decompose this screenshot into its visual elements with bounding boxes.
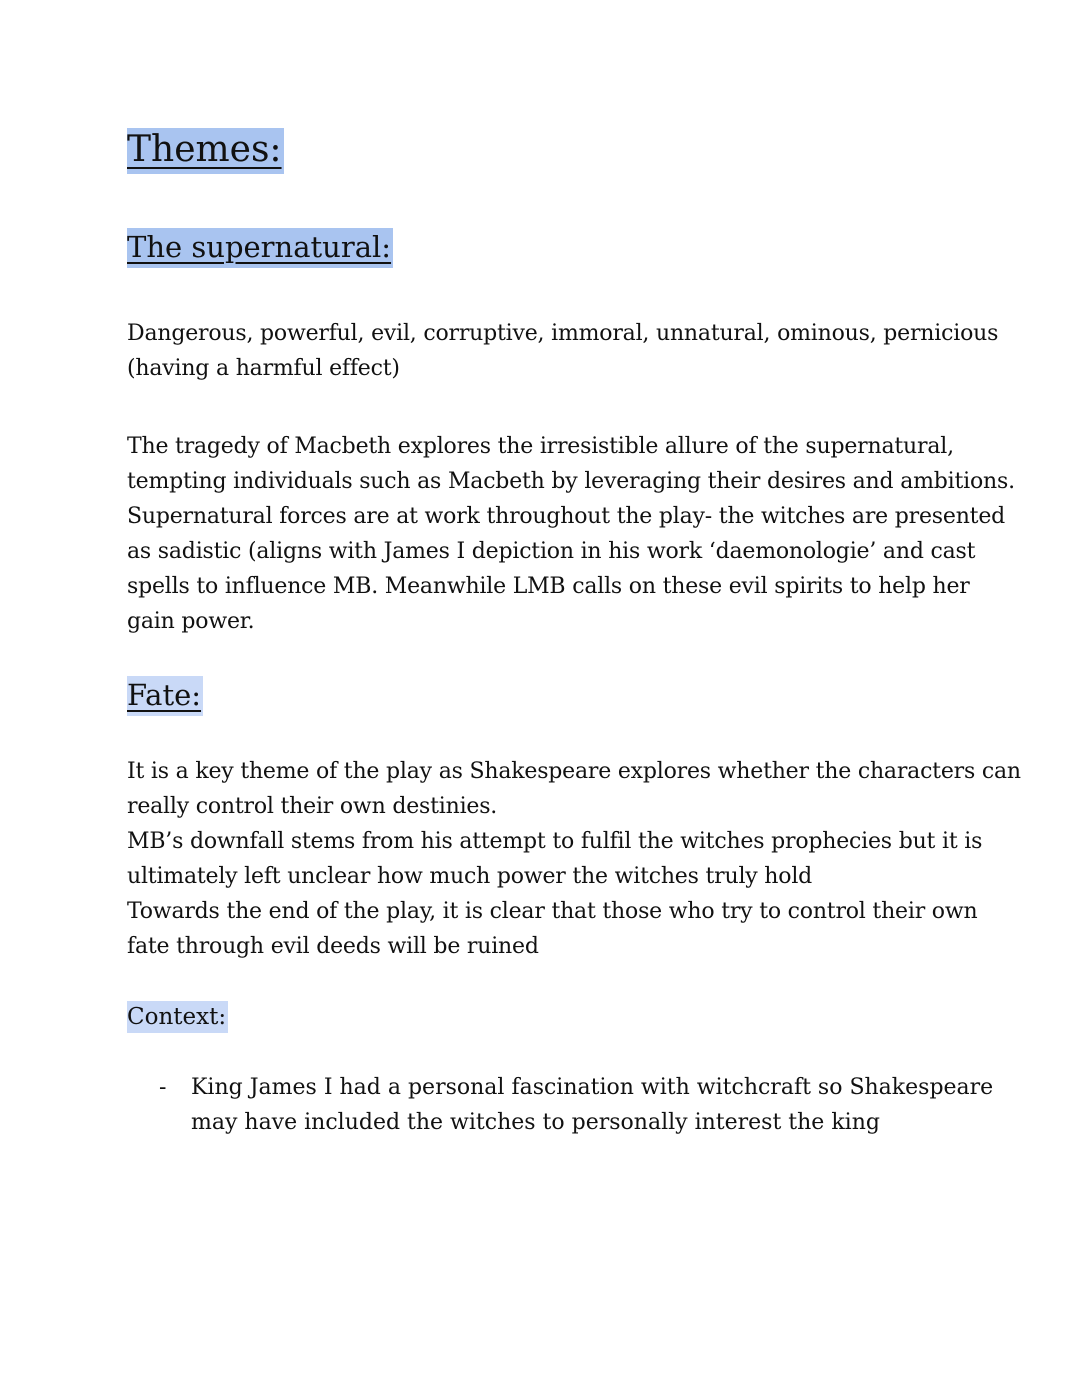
paragraph-line: as sadistic (aligns with James I depiction in his work ‘daemonologie’ and cast: [127, 539, 976, 564]
paragraph-line: fate through evil deeds will be ruined: [127, 934, 539, 959]
paragraph-line: gain power.: [127, 609, 255, 634]
paragraph-line: Towards the end of the play, it is clear that those who try to control their own: [127, 899, 978, 924]
supernatural-body: [127, 429, 1015, 639]
paragraph-line: MB’s downfall stems from his attempt to fulfil the witches prophecies but it is: [127, 829, 983, 854]
paragraph-line: The tragedy of Macbeth explores the irresistible allure of the supernatural,: [127, 434, 954, 459]
paragraph-line: really control their own destinies.: [127, 794, 498, 819]
heading-context: Context:: [127, 1001, 228, 1033]
list-item: [127, 1070, 994, 1140]
keywords-line: Dangerous, powerful, evil, corruptive, immoral, unnatural, ominous, pernicious: [127, 321, 999, 346]
page-title: Themes:: [127, 128, 284, 174]
list-item-line: King James I had a personal fascination with witchcraft so Shakespeare: [191, 1075, 994, 1100]
paragraph-line: spells to influence MB. Meanwhile LMB calls on these evil spirits to help her: [127, 574, 970, 599]
supernatural-keywords: [127, 316, 999, 386]
fate-body: [127, 754, 1021, 964]
heading-supernatural: The supernatural:: [127, 228, 393, 268]
paragraph-line: tempting individuals such as Macbeth by leveraging their desires and ambitions.: [127, 469, 1015, 494]
list-item-line: may have included the witches to personally interest the king: [191, 1110, 880, 1135]
paragraph-line: Supernatural forces are at work throughout the play- the witches are presented: [127, 504, 1006, 529]
keywords-line: (having a harmful effect): [127, 356, 400, 381]
context-list: [127, 1070, 994, 1140]
paragraph-line: It is a key theme of the play as Shakespeare explores whether the characters can: [127, 759, 1021, 784]
paragraph-line: ultimately left unclear how much power the witches truly hold: [127, 864, 813, 889]
heading-fate: Fate:: [127, 676, 203, 716]
bullet-marker: -: [159, 1075, 167, 1100]
